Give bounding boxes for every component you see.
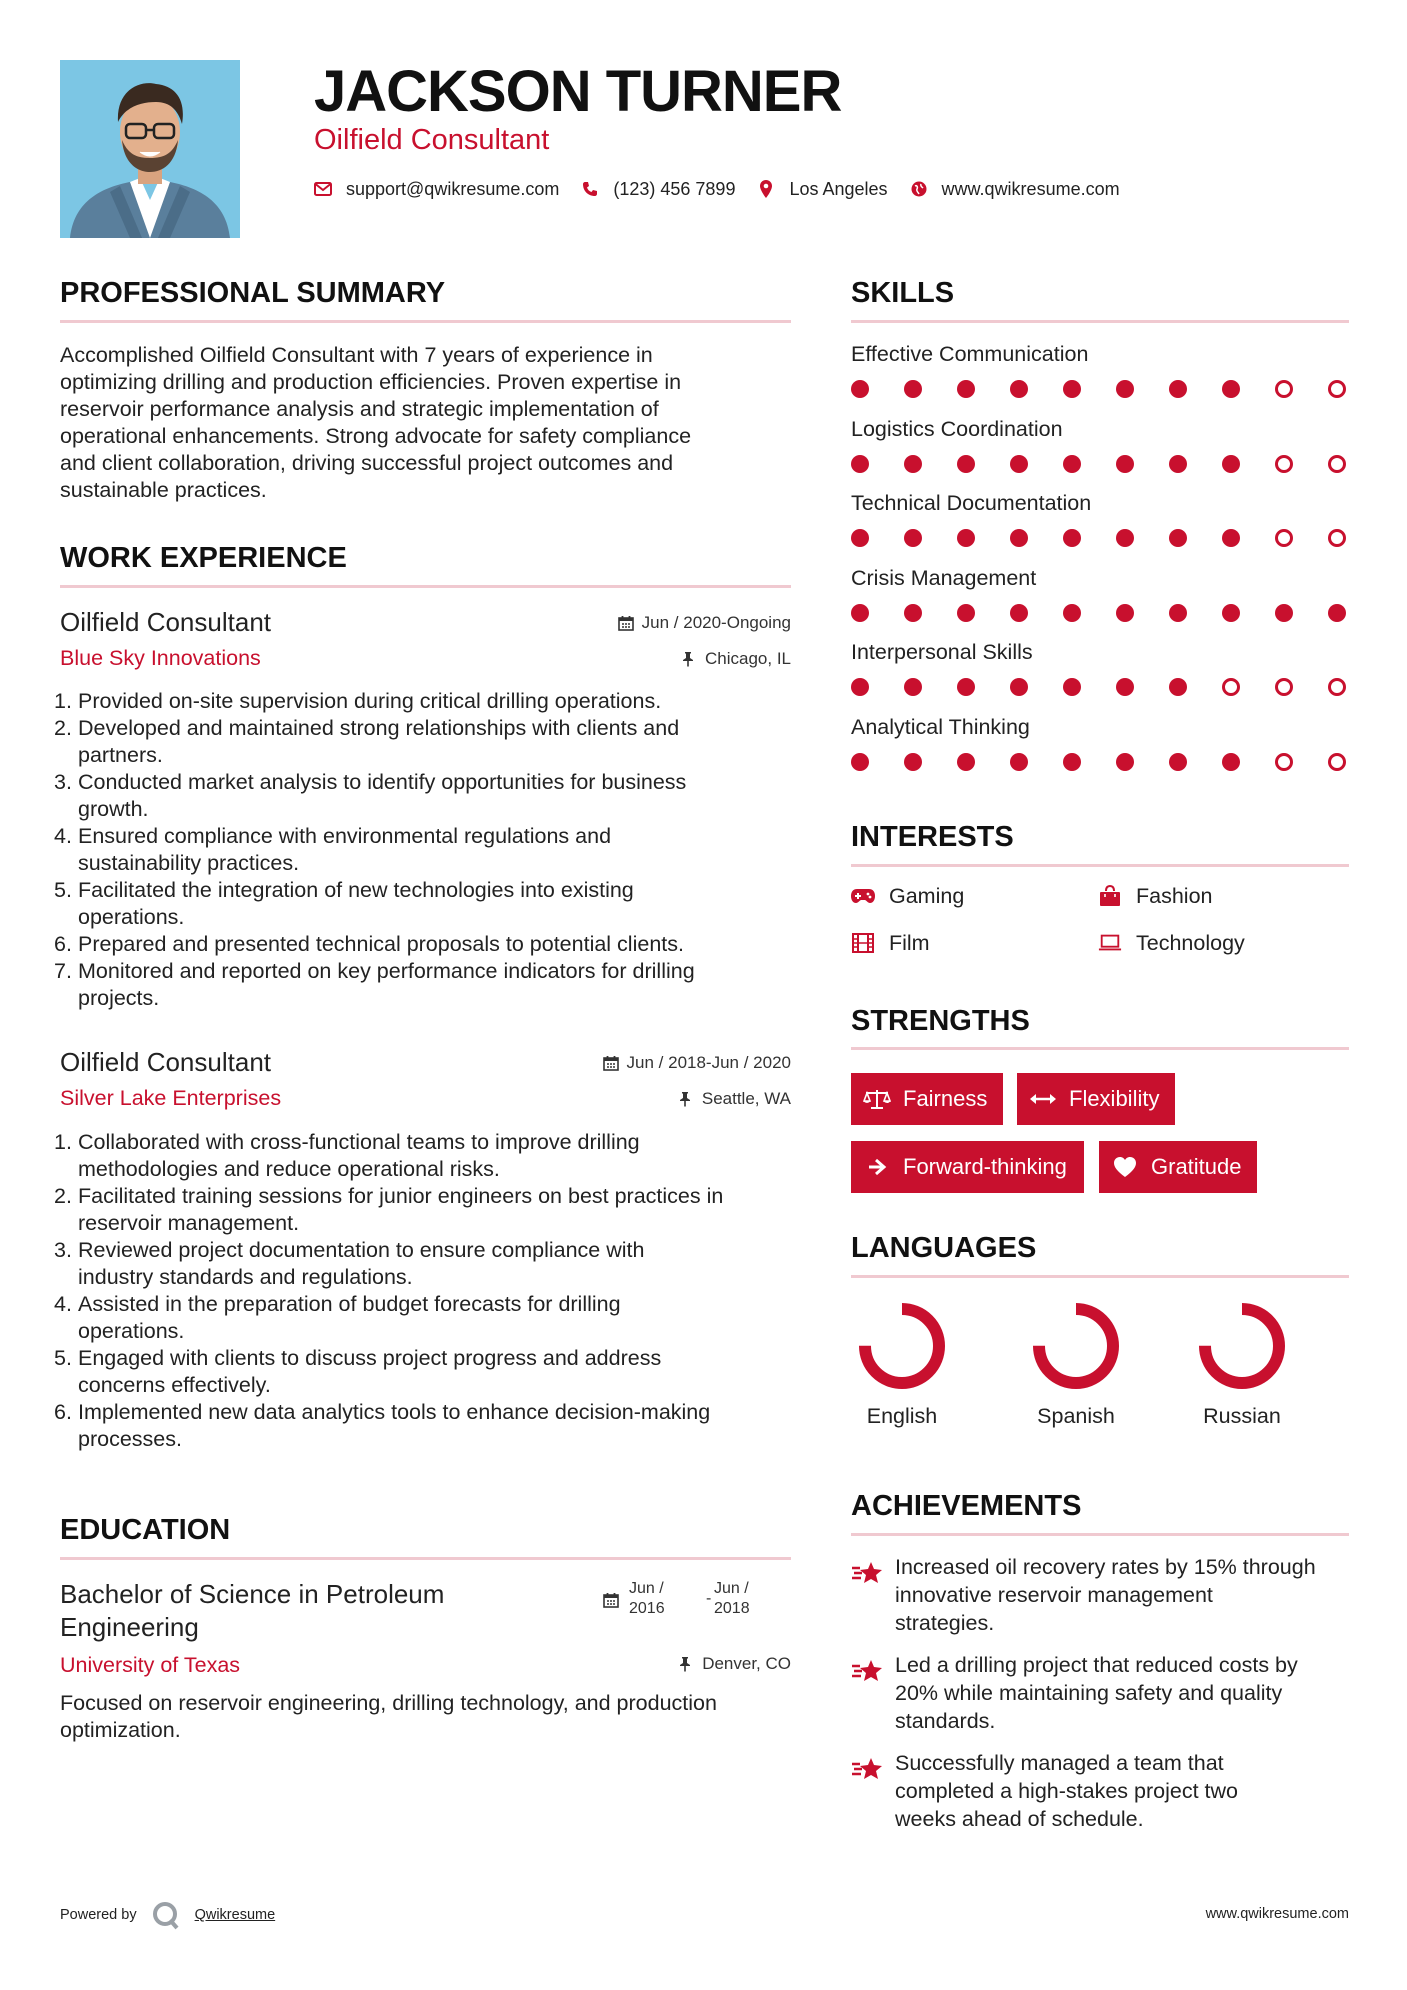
rating-dot-empty [1275,678,1293,696]
list-item: 2. Facilitated training sessions for junior engineers on best practices in reservoir management. [54,1184,724,1235]
rating-dot-filled [1169,455,1187,473]
qwikresume-logo-icon [151,1900,181,1930]
rating-dot-filled [1169,753,1187,771]
map-pin-icon [757,180,775,198]
interest-label: Gaming [889,884,965,908]
summary-line: operational enhancements. Strong advocate for safety compliance [60,424,692,448]
skill-rating [851,529,1349,549]
arrow-right-icon [863,1156,891,1178]
job-location-text: Seattle, WA [701,1089,791,1108]
skill-name: Effective Communication [851,342,1089,366]
rating-dot-filled [851,604,869,622]
contact-phone[interactable] [581,176,735,202]
skills-heading: SKILLS [851,277,955,309]
rating-dot-empty [1328,678,1346,696]
rating-dot-filled [1116,678,1134,696]
rating-dot-empty [1275,455,1293,473]
rating-dot-filled [1222,604,1240,622]
rating-dot-filled [1063,455,1081,473]
interest-label: Technology [1136,931,1245,955]
rating-dot-filled [1169,529,1187,547]
rating-dot-filled [1169,678,1187,696]
education-heading: EDUCATION [60,1514,231,1546]
interest-item-film [851,929,930,957]
job-date-text: Jun / 2018-Jun / 2020 [626,1053,791,1072]
languages-divider [851,1275,1349,1278]
arrows-horizontal-icon [1029,1088,1057,1110]
envelope-icon [314,180,332,198]
job-role: Oilfield Consultant [60,607,271,637]
skill-name: Logistics Coordination [851,416,1063,441]
contact-location-text: Los Angeles [789,179,888,199]
rating-dot-filled [1063,529,1081,547]
achievement-text: Increased oil recovery rates by 15% through innovative reservoir management strategies. [895,1555,1316,1635]
language-name: Spanish [1037,1404,1115,1428]
rating-dot-filled [1116,529,1134,547]
rating-dot-filled [1328,604,1346,622]
summary-line: reservoir performance analysis and strategic implementation of [60,397,659,421]
contact-email[interactable] [314,176,559,202]
strength-label: Forward-thinking [903,1154,1067,1179]
profile-portrait-image [60,60,240,238]
skills-divider [851,320,1349,323]
rating-dot-filled [1275,604,1293,622]
shooting-star-icon [851,1657,883,1685]
education-description: Focused on reservoir engineering, drilling technology, and production optimization. [60,1691,717,1742]
rating-dot-filled [957,604,975,622]
job-date [618,612,791,634]
achievement-text: Led a drilling project that reduced costs by 20% while maintaining safety and quality standards. [895,1653,1298,1733]
rating-dot-filled [1063,753,1081,771]
phone-icon [581,180,599,198]
summary-heading: PROFESSIONAL SUMMARY [60,277,446,309]
education-location-text: Denver, CO [702,1654,791,1673]
calendar-icon [618,615,634,631]
qwikresume-link[interactable]: Qwikresume [194,1907,276,1923]
education-date-start: Jun / 2016 [629,1580,665,1617]
job-location [678,1088,791,1110]
gamepad-icon [851,884,875,908]
rating-dot-filled [1010,529,1028,547]
summary-text [60,342,791,504]
language-level-ring [1198,1302,1286,1390]
list-item: 5. Engaged with clients to discuss project progress and address concerns effectively. [54,1346,662,1397]
interest-label: Fashion [1136,884,1213,908]
education-divider [60,1557,791,1560]
interest-label: Film [889,931,930,955]
skill-rating [851,604,1349,624]
list-item: 5. Facilitated the integration of new technologies into existing operations. [54,878,634,929]
shooting-star-icon [851,1755,883,1783]
shooting-star-icon [851,1559,883,1587]
interest-item-technology [1098,929,1245,957]
rating-dot-filled [1222,753,1240,771]
skill-rating [851,753,1349,773]
powered-by-label: Powered by [60,1907,137,1923]
rating-dot-filled [851,529,869,547]
contact-location [757,176,887,202]
achievement-text: Successfully managed a team that completed a high-stakes project two weeks ahead of schedule. [895,1751,1238,1831]
job-location [681,648,791,670]
rating-dot-filled [904,753,922,771]
list-item: 1. Collaborated with cross-functional teams to improve drilling methodologies and reduce operational risks. [54,1130,640,1181]
calendar-icon [603,1055,619,1071]
rating-dot-filled [1010,678,1028,696]
job-company: Silver Lake Enterprises [60,1086,282,1110]
contact-website-text: www.qwikresume.com [941,179,1120,199]
language-item [1011,1302,1141,1430]
skill-rating [851,455,1349,475]
calendar-icon [603,1592,619,1608]
strength-label: Gratitude [1151,1154,1242,1179]
job-role: Oilfield Consultant [60,1047,271,1077]
rating-dot-filled [1222,529,1240,547]
job-date [603,1052,791,1074]
skill-rating [851,678,1349,698]
rating-dot-empty [1328,455,1346,473]
laptop-icon [1098,931,1122,955]
rating-dot-filled [904,455,922,473]
summary-line: and client collaboration, driving successful project outcomes and [60,451,674,475]
language-level-arc [1039,1309,1113,1383]
profile-photo [60,60,240,238]
job-duties-list [54,1129,791,1453]
list-item: 4. Assisted in the preparation of budget forecasts for drilling operations. [54,1292,621,1343]
language-level-ring [858,1302,946,1390]
rating-dot-empty [1328,529,1346,547]
language-name: Russian [1203,1404,1281,1428]
rating-dot-empty [1328,753,1346,771]
rating-dot-empty [1275,380,1293,398]
pushpin-icon [678,1656,694,1672]
language-level-arc [1205,1309,1279,1383]
rating-dot-empty [1275,753,1293,771]
rating-dot-filled [904,678,922,696]
education-degree: Bachelor of Science in Petroleum Engineering [60,1579,445,1642]
rating-dot-empty [1275,529,1293,547]
education-location [678,1653,791,1675]
strength-badge-fairness [851,1073,1003,1125]
strengths-heading: STRENGTHS [851,1005,1030,1037]
achievements-heading: ACHIEVEMENTS [851,1490,1082,1522]
balance-scale-icon [863,1088,891,1110]
education-date-separator: - [706,1590,712,1607]
strengths-divider [851,1047,1349,1050]
list-item: 3. Reviewed project documentation to ensure compliance with industry standards and regulations. [54,1238,645,1289]
interests-heading: INTERESTS [851,821,1014,853]
interest-item-fashion [1098,882,1213,910]
experience-heading: WORK EXPERIENCE [60,542,347,574]
pushpin-icon [681,651,697,667]
education-date-end: Jun / 2018 [714,1580,750,1617]
rating-dot-empty [1222,678,1240,696]
footer-website[interactable]: www.qwikresume.com [1205,1906,1349,1922]
shopping-bag-icon [1098,884,1122,908]
contact-bar [314,176,1142,202]
job-company: Blue Sky Innovations [60,646,261,670]
rating-dot-filled [1116,380,1134,398]
strength-label: Flexibility [1069,1086,1160,1111]
rating-dot-filled [957,529,975,547]
strength-badge-gratitude [1099,1141,1257,1193]
summary-line: sustainable practices. [60,478,267,502]
job-entry-header [60,606,791,676]
interest-item-gaming [851,882,964,910]
rating-dot-filled [1010,380,1028,398]
candidate-name: JACKSON TURNER [314,59,842,124]
skill-rating [851,380,1349,400]
rating-dot-filled [1116,753,1134,771]
education-university: University of Texas [60,1653,241,1677]
rating-dot-filled [957,380,975,398]
contact-phone-text: (123) 456 7899 [613,179,736,199]
list-item: 2. Developed and maintained strong relationships with clients and partners. [54,716,680,767]
languages-heading: LANGUAGES [851,1232,1037,1264]
rating-dot-filled [1222,380,1240,398]
experience-divider [60,585,791,588]
rating-dot-filled [904,529,922,547]
rating-dot-filled [957,455,975,473]
globe-icon [910,180,928,198]
skill-name: Technical Documentation [851,491,1092,515]
strength-label: Fairness [903,1086,988,1111]
rating-dot-filled [1063,380,1081,398]
strength-badge-flexibility [1017,1073,1175,1125]
rating-dot-filled [851,455,869,473]
rating-dot-filled [851,753,869,771]
summary-line: optimizing drilling and production efficiencies. Proven expertise in [60,370,682,394]
rating-dot-filled [1010,753,1028,771]
skill-name: Interpersonal Skills [851,640,1033,664]
skill-name: Analytical Thinking [851,714,1030,739]
rating-dot-filled [851,380,869,398]
contact-email-text: support@qwikresume.com [346,179,560,199]
rating-dot-filled [1010,604,1028,622]
rating-dot-filled [1063,604,1081,622]
list-item: 7. Monitored and reported on key performance indicators for drilling projects. [54,959,695,1010]
rating-dot-filled [1169,604,1187,622]
rating-dot-filled [904,604,922,622]
rating-dot-filled [957,678,975,696]
job-duties-list [54,688,791,1012]
skill-name: Crisis Management [851,565,1037,590]
rating-dot-empty [1328,380,1346,398]
list-item: 3. Conducted market analysis to identify opportunities for business growth. [54,770,687,821]
rating-dot-filled [1010,455,1028,473]
strength-badge-forward-thinking [851,1141,1084,1193]
heart-icon [1111,1156,1139,1178]
list-item: 1. Provided on-site supervision during critical drilling operations. [54,689,662,713]
interests-divider [851,864,1349,867]
rating-dot-filled [851,678,869,696]
job-location-text: Chicago, IL [705,649,791,668]
rating-dot-filled [1222,455,1240,473]
language-name: English [866,1404,938,1428]
language-level-arc [865,1309,939,1383]
pushpin-icon [678,1091,694,1107]
list-item: 4. Ensured compliance with environmental regulations and sustainability practices. [54,824,612,875]
job-entry-header [60,1046,791,1116]
language-item [837,1302,967,1430]
job-date-text: Jun / 2020-Ongoing [641,613,791,632]
film-icon [851,931,875,955]
rating-dot-filled [1116,604,1134,622]
rating-dot-filled [1063,678,1081,696]
achievements-divider [851,1533,1349,1536]
rating-dot-filled [904,380,922,398]
contact-website[interactable] [910,176,1120,202]
language-item [1177,1302,1307,1430]
rating-dot-filled [957,753,975,771]
summary-line: Accomplished Oilfield Consultant with 7 years of experience in [60,343,653,367]
rating-dot-filled [1116,455,1134,473]
list-item: 6. Prepared and presented technical proposals to potential clients. [54,932,684,956]
language-level-ring [1032,1302,1120,1390]
rating-dot-filled [1169,380,1187,398]
summary-divider [60,320,791,323]
list-item: 6. Implemented new data analytics tools to enhance decision-making processes. [54,1400,711,1451]
candidate-title: Oilfield Consultant [314,124,550,156]
footer-powered-by [60,1900,275,1930]
